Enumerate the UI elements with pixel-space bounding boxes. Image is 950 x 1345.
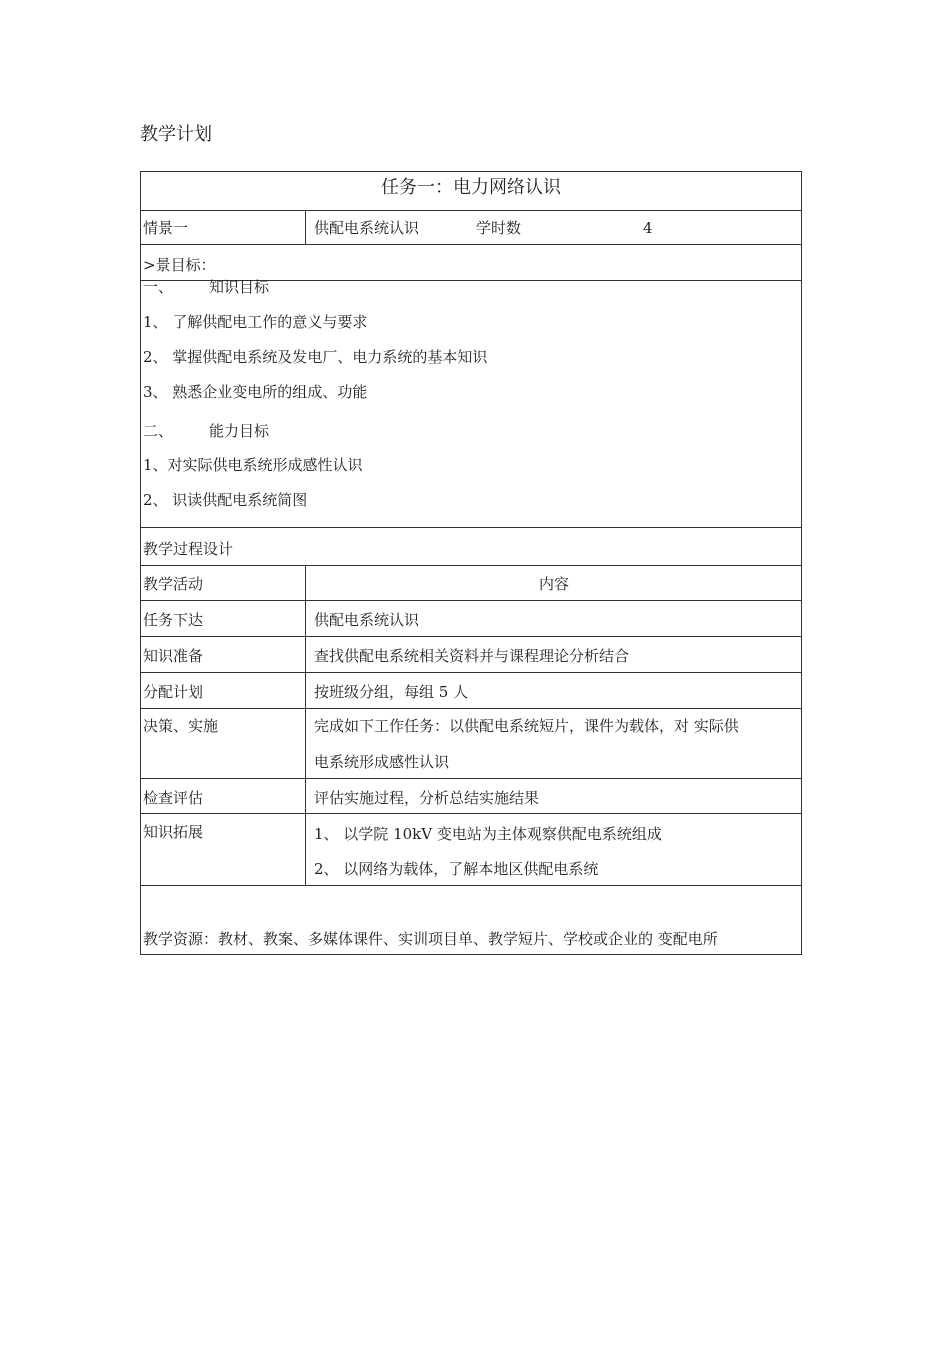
process-heading: 教学过程设计 — [143, 540, 234, 558]
activity-cell: 检查评估 — [143, 789, 204, 807]
activity-cell: 知识准备 — [143, 647, 204, 665]
activity-cell: 决策、实施 — [143, 717, 219, 735]
content-cell: 查找供配电系统相关资料并与课程理论分析结合 — [314, 647, 630, 665]
row-divider — [141, 636, 801, 637]
column-header-content: 内容 — [538, 575, 569, 593]
content-cell: 按班级分组，每组 5 人 — [314, 683, 469, 701]
row-divider — [141, 672, 801, 673]
row-divider — [141, 210, 801, 211]
knowledge-item: 2、 掌握供配电系统及发电厂、电力系统的基本知识 — [143, 348, 488, 366]
content-cell-line: 完成如下工作任务：以供配电系统短片，课件为载体，对 实际供 — [314, 717, 739, 735]
document-title: 教学计划 — [140, 124, 212, 145]
content-cell-line: 1、 以学院 10kV 变电站为主体观察供配电系统组成 — [314, 825, 662, 843]
knowledge-heading: 知识目标 — [209, 278, 270, 296]
row-divider — [141, 244, 801, 245]
content-cell: 供配电系统认识 — [314, 611, 420, 629]
activity-cell: 任务下达 — [143, 611, 204, 629]
knowledge-item: 3、 熟悉企业变电所的组成、功能 — [143, 383, 368, 401]
activity-cell: 分配计划 — [143, 683, 204, 701]
knowledge-heading-number: 一、 — [143, 278, 174, 296]
content-cell-line: 2、 以网络为载体，了解本地区供配电系统 — [314, 860, 599, 878]
scene-name: 供配电系统认识 — [314, 219, 420, 237]
row-divider — [141, 778, 801, 779]
ability-heading: 能力目标 — [209, 422, 270, 440]
teaching-resources: 教学资源：教材、教案、多媒体课件、实训项目单、教学短片、学校或企业的 变配电所 — [143, 930, 718, 948]
ability-heading-number: 二、 — [143, 422, 174, 440]
goals-heading: >景目标： — [143, 256, 216, 274]
content-cell: 评估实施过程，分析总结实施结果 — [314, 789, 540, 807]
lesson-plan-table — [140, 171, 802, 955]
task-title: 任务一：电力网络认识 — [381, 177, 561, 198]
row-divider — [141, 565, 801, 566]
content-cell-line: 电系统形成感性认识 — [314, 753, 450, 771]
ability-item: 2、 识读供配电系统简图 — [143, 491, 308, 509]
row-divider — [141, 885, 801, 886]
column-header-activity: 教学活动 — [143, 575, 204, 593]
activity-cell: 知识拓展 — [143, 823, 204, 841]
scene-label: 情景一 — [143, 219, 189, 237]
row-divider — [141, 527, 801, 528]
row-divider — [141, 600, 801, 601]
hours-value: 4 — [643, 219, 653, 237]
knowledge-item: 1、 了解供配电工作的意义与要求 — [143, 313, 368, 331]
hours-label: 学时数 — [476, 219, 522, 237]
column-divider — [305, 210, 306, 244]
row-divider — [141, 813, 801, 814]
column-divider — [305, 565, 306, 885]
ability-item: 1、对实际供电系统形成感性认识 — [143, 456, 363, 474]
row-divider — [141, 708, 801, 709]
